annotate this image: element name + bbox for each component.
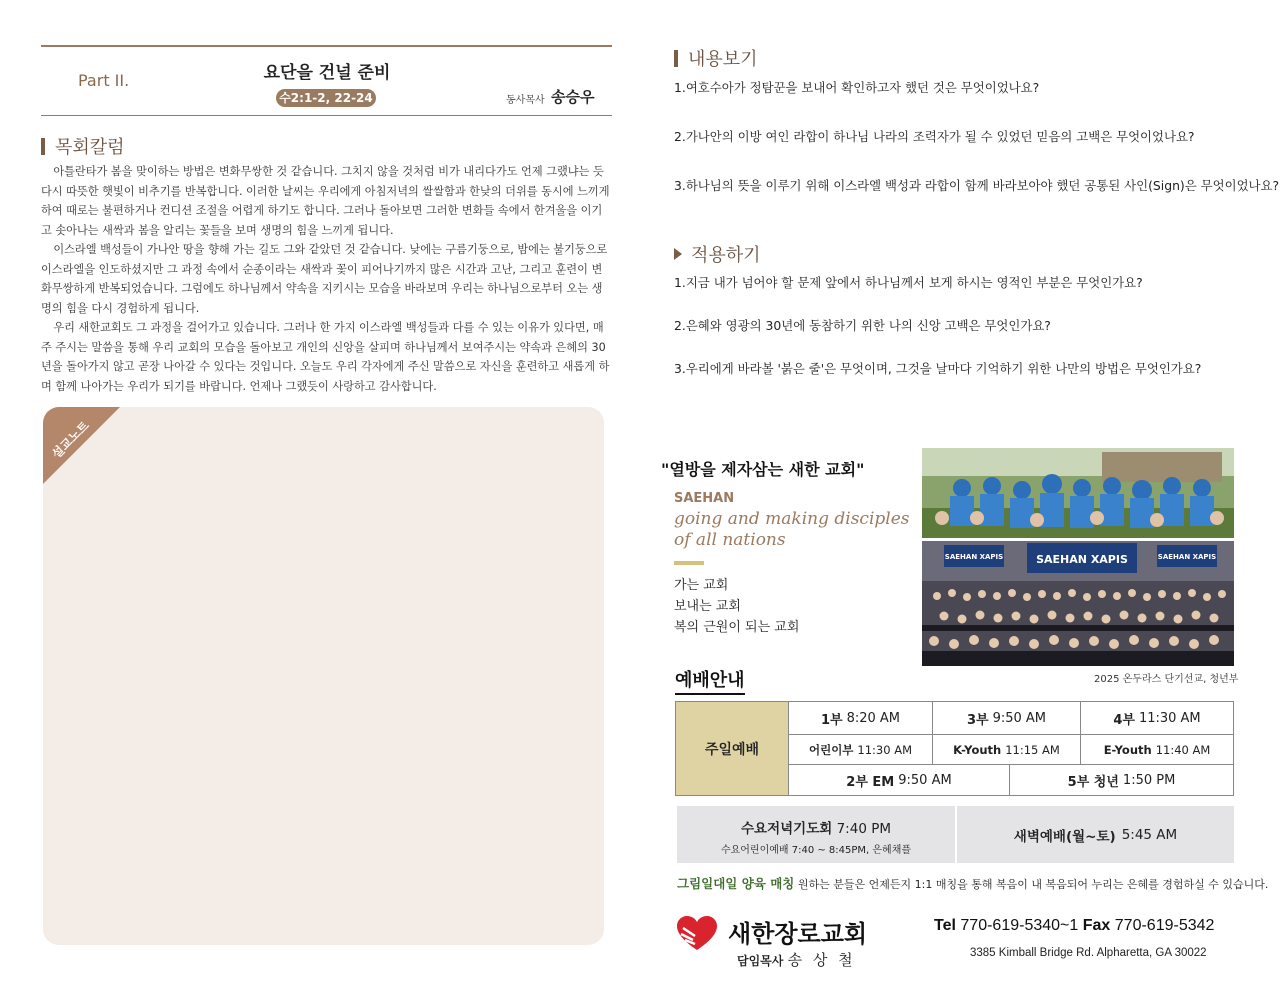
photo-illustration: [922, 448, 1234, 538]
senior-pastor: [737, 949, 856, 970]
apply-question: 3.우리에게 바라볼 '붉은 줄'은 무엇이며, 그것을 날마다 기억하기 위한 나만의 방법은 무엇인가요?: [674, 361, 1202, 376]
tagline: 가는 교회: [674, 578, 729, 593]
service-cell: [1010, 765, 1233, 795]
dawn-time: 5:45 AM: [1121, 826, 1178, 843]
service-time: 11:40 AM: [1155, 742, 1211, 757]
service-name: 어린이부: [808, 742, 854, 757]
review-heading-text: 내용보기: [688, 49, 758, 70]
service-cell: [789, 702, 933, 735]
mission-photo-outdoor: [922, 448, 1234, 538]
pastor-name: 송승우: [551, 88, 595, 106]
part-label: Part II.: [78, 71, 130, 90]
saehan-label: SAEHAN: [674, 491, 735, 506]
mission-statement: [674, 509, 914, 551]
senior-name: 송 상 철: [787, 951, 856, 969]
service-name: 2부 EM: [846, 774, 895, 790]
triangle-icon: [674, 248, 682, 260]
sermon-notes-area[interactable]: [43, 407, 604, 945]
column-paragraph: 우리 새한교회도 그 과정을 걸어가고 있습니다. 그러나 한 가지 이스라엘 백성들과 다를 수 있는 이유가 있다면, 매주 주시는 말씀을 통해 우리 교회의 모습을 돌아보고 개인의 신앙을 살피며 하나님께서 보여주시는 약속과 은혜의 30년을 돌아가지 않고 곧장 나아갈 수 있다는 것입니다. 오늘도 우리 각자에게 주신 말씀으로 자신을 훈련하고 새롭게 하며 함께 나아가는 우리가 되기를 바랍니다. 언제나 그랬듯이 사랑하고 감사합니다.: [41, 321, 610, 393]
service-time: 11:30 AM: [857, 742, 913, 757]
photo-illustration: [922, 541, 1234, 666]
column-paragraph: 이스라엘 백성들이 가나안 땅을 향해 가는 길도 그와 같았던 것 같습니다. 낮에는 구름기둥으로, 밤에는 불기둥으로 이스라엘을 인도하셨지만 그 과정 속에서 순종이라는 새싹과 꽃이 피어나기까지 많은 시간과 고난, 그리고 훈련이 변화무쌍하게 반복되었습니다. 그럼에도 하나님께서 약속을 지키시는 모습을 바라보며 우리는 하나님으로부터 오는 생명의 힘을 다시 경험하게 됩니다.: [41, 243, 608, 315]
church-logo-icon: [675, 914, 719, 954]
service-time: 11:15 AM: [1005, 742, 1060, 757]
mission-line: of all nations: [674, 530, 786, 550]
scripture-badge: 수2:1-2, 22-24: [276, 89, 376, 107]
worship-heading: 예배안내: [675, 666, 745, 695]
column-paragraph: 아틀란타가 봄을 맞이하는 방법은 변화무쌍한 것 같습니다. 그치지 않을 것처럼 비가 내리다가도 언제 그랬냐는 듯 다시 따뜻한 햇빛이 비추기를 반복합니다. 이러한 날씨는 우리에게 아침저녁의 쌀쌀함과 한낮의 더위를 동시에 느끼게 하여 때로는 불편하거나 컨디션 조절을 어렵게 하기도 합니다. 그러나 돌아보면 그러한 변화들 속에서 한겨울을 이기고 솟아나는 새싹과 봄을 알리는 꽃들을 보며 생명의 힘을 느끼게 됩니다.: [41, 165, 610, 237]
wednesday-prayer-box: [677, 806, 955, 863]
pastoral-column: [41, 162, 612, 396]
service-name: E-Youth: [1103, 742, 1152, 757]
apply-heading-text: 적용하기: [691, 245, 761, 266]
worship-schedule-table: [675, 701, 1234, 796]
service-cell: [933, 735, 1081, 765]
apply-heading: [674, 241, 761, 267]
header-rule-top: [41, 45, 612, 47]
sermon-title: 요단을 건널 준비: [263, 63, 391, 83]
service-cell: [1081, 702, 1233, 735]
service-name: K-Youth: [953, 742, 1002, 757]
divider-bar: [674, 561, 704, 565]
column-heading-text: 목회칼럼: [55, 137, 125, 158]
service-name: 3부: [966, 712, 989, 728]
wednesday-sub: 수요어린이예배 7:40 ~ 8:45PM, 은혜채플: [720, 845, 912, 856]
photo-caption: 2025 온두라스 단기선교, 청년부: [1094, 674, 1239, 685]
heading-bar: [41, 138, 45, 155]
church-address: 3385 Kimball Bridge Rd. Alpharetta, GA 30022: [970, 947, 1207, 959]
fax-number: 770-619-5342: [1114, 917, 1215, 934]
church-taglines: [674, 575, 799, 638]
dawn-prayer-box: [957, 806, 1234, 863]
tel-label: Tel: [934, 917, 956, 934]
header-rule-bottom: [41, 115, 612, 116]
apply-question: 2.은혜와 영광의 30년에 동참하기 위한 나의 신앙 고백은 무엇인가요?: [674, 318, 1051, 333]
review-question: 3.하나님의 뜻을 이루기 위해 이스라엘 백성과 라합이 함께 바라보아야 했던 공통된 사인(Sign)은 무엇이었나요?: [674, 178, 1280, 193]
service-time: 11:30 AM: [1138, 710, 1201, 726]
review-question: 1.여호수아가 정탐꾼을 보내어 확인하고자 했던 것은 무엇이었나요?: [674, 80, 1040, 95]
banner-text: SAEHAN XAPIS: [944, 553, 1004, 561]
mentoring-text: 원하는 분들은 언제든지 1:1 매칭을 통해 복음이 내 복음되어 누리는 은혜를 경험하실 수 있습니다.: [797, 878, 1269, 891]
wednesday-name: 수요저녁기도회: [741, 821, 833, 837]
service-name: 1부: [820, 712, 843, 728]
banner-text: SAEHAN XAPIS: [1036, 553, 1128, 566]
fax-label: Fax: [1082, 917, 1111, 934]
apply-question: 1.지금 내가 넘어야 할 문제 앞에서 하나님께서 보게 하시는 영적인 부분은 무엇인가요?: [674, 275, 1143, 290]
slogan-title: "열방을 제자삼는 새한 교회": [661, 460, 865, 479]
service-cell: [789, 735, 933, 765]
service-time: 9:50 AM: [898, 772, 952, 788]
column-heading: [41, 133, 125, 159]
service-time: 9:50 AM: [992, 710, 1047, 726]
review-heading: [674, 45, 758, 71]
tagline: 복의 근원이 되는 교회: [674, 620, 800, 635]
service-time: 1:50 PM: [1122, 772, 1176, 788]
service-cell: [933, 702, 1081, 735]
notes-tag: 설교노트: [49, 418, 92, 462]
service-cell: [789, 765, 1010, 795]
wednesday-line: [677, 817, 955, 837]
pastor-role: 동사목사: [506, 95, 545, 106]
wednesday-time: 7:40 PM: [836, 821, 891, 837]
contact-info: [934, 917, 1214, 935]
service-name: 5부 청년: [1067, 774, 1119, 790]
church-name: 새한장로교회: [728, 920, 868, 948]
heading-bar: [674, 50, 678, 67]
mission-photo-indoor: [922, 541, 1234, 666]
senior-role: 담임목사: [737, 954, 784, 968]
service-name: 4부: [1113, 712, 1135, 728]
banner-text: SAEHAN XAPIS: [1157, 553, 1217, 561]
tel-number[interactable]: 770-619-5340~1: [960, 917, 1079, 934]
service-cell: [1081, 735, 1233, 765]
tagline: 보내는 교회: [674, 599, 741, 614]
mission-line: going and making disciples: [674, 509, 910, 529]
mentoring-notice: [677, 874, 1268, 892]
review-question: 2.가나안의 이방 여인 라합이 하나님 나라의 조력자가 될 수 있었던 믿음의 고백은 무엇이었나요?: [674, 129, 1195, 144]
service-time: 8:20 AM: [846, 710, 901, 726]
mentoring-label: 그림일대일 양육 매칭: [677, 876, 795, 891]
dawn-name: 새벽예배(월~토): [1013, 828, 1116, 845]
sunday-worship-label: 주일예배: [676, 702, 789, 795]
